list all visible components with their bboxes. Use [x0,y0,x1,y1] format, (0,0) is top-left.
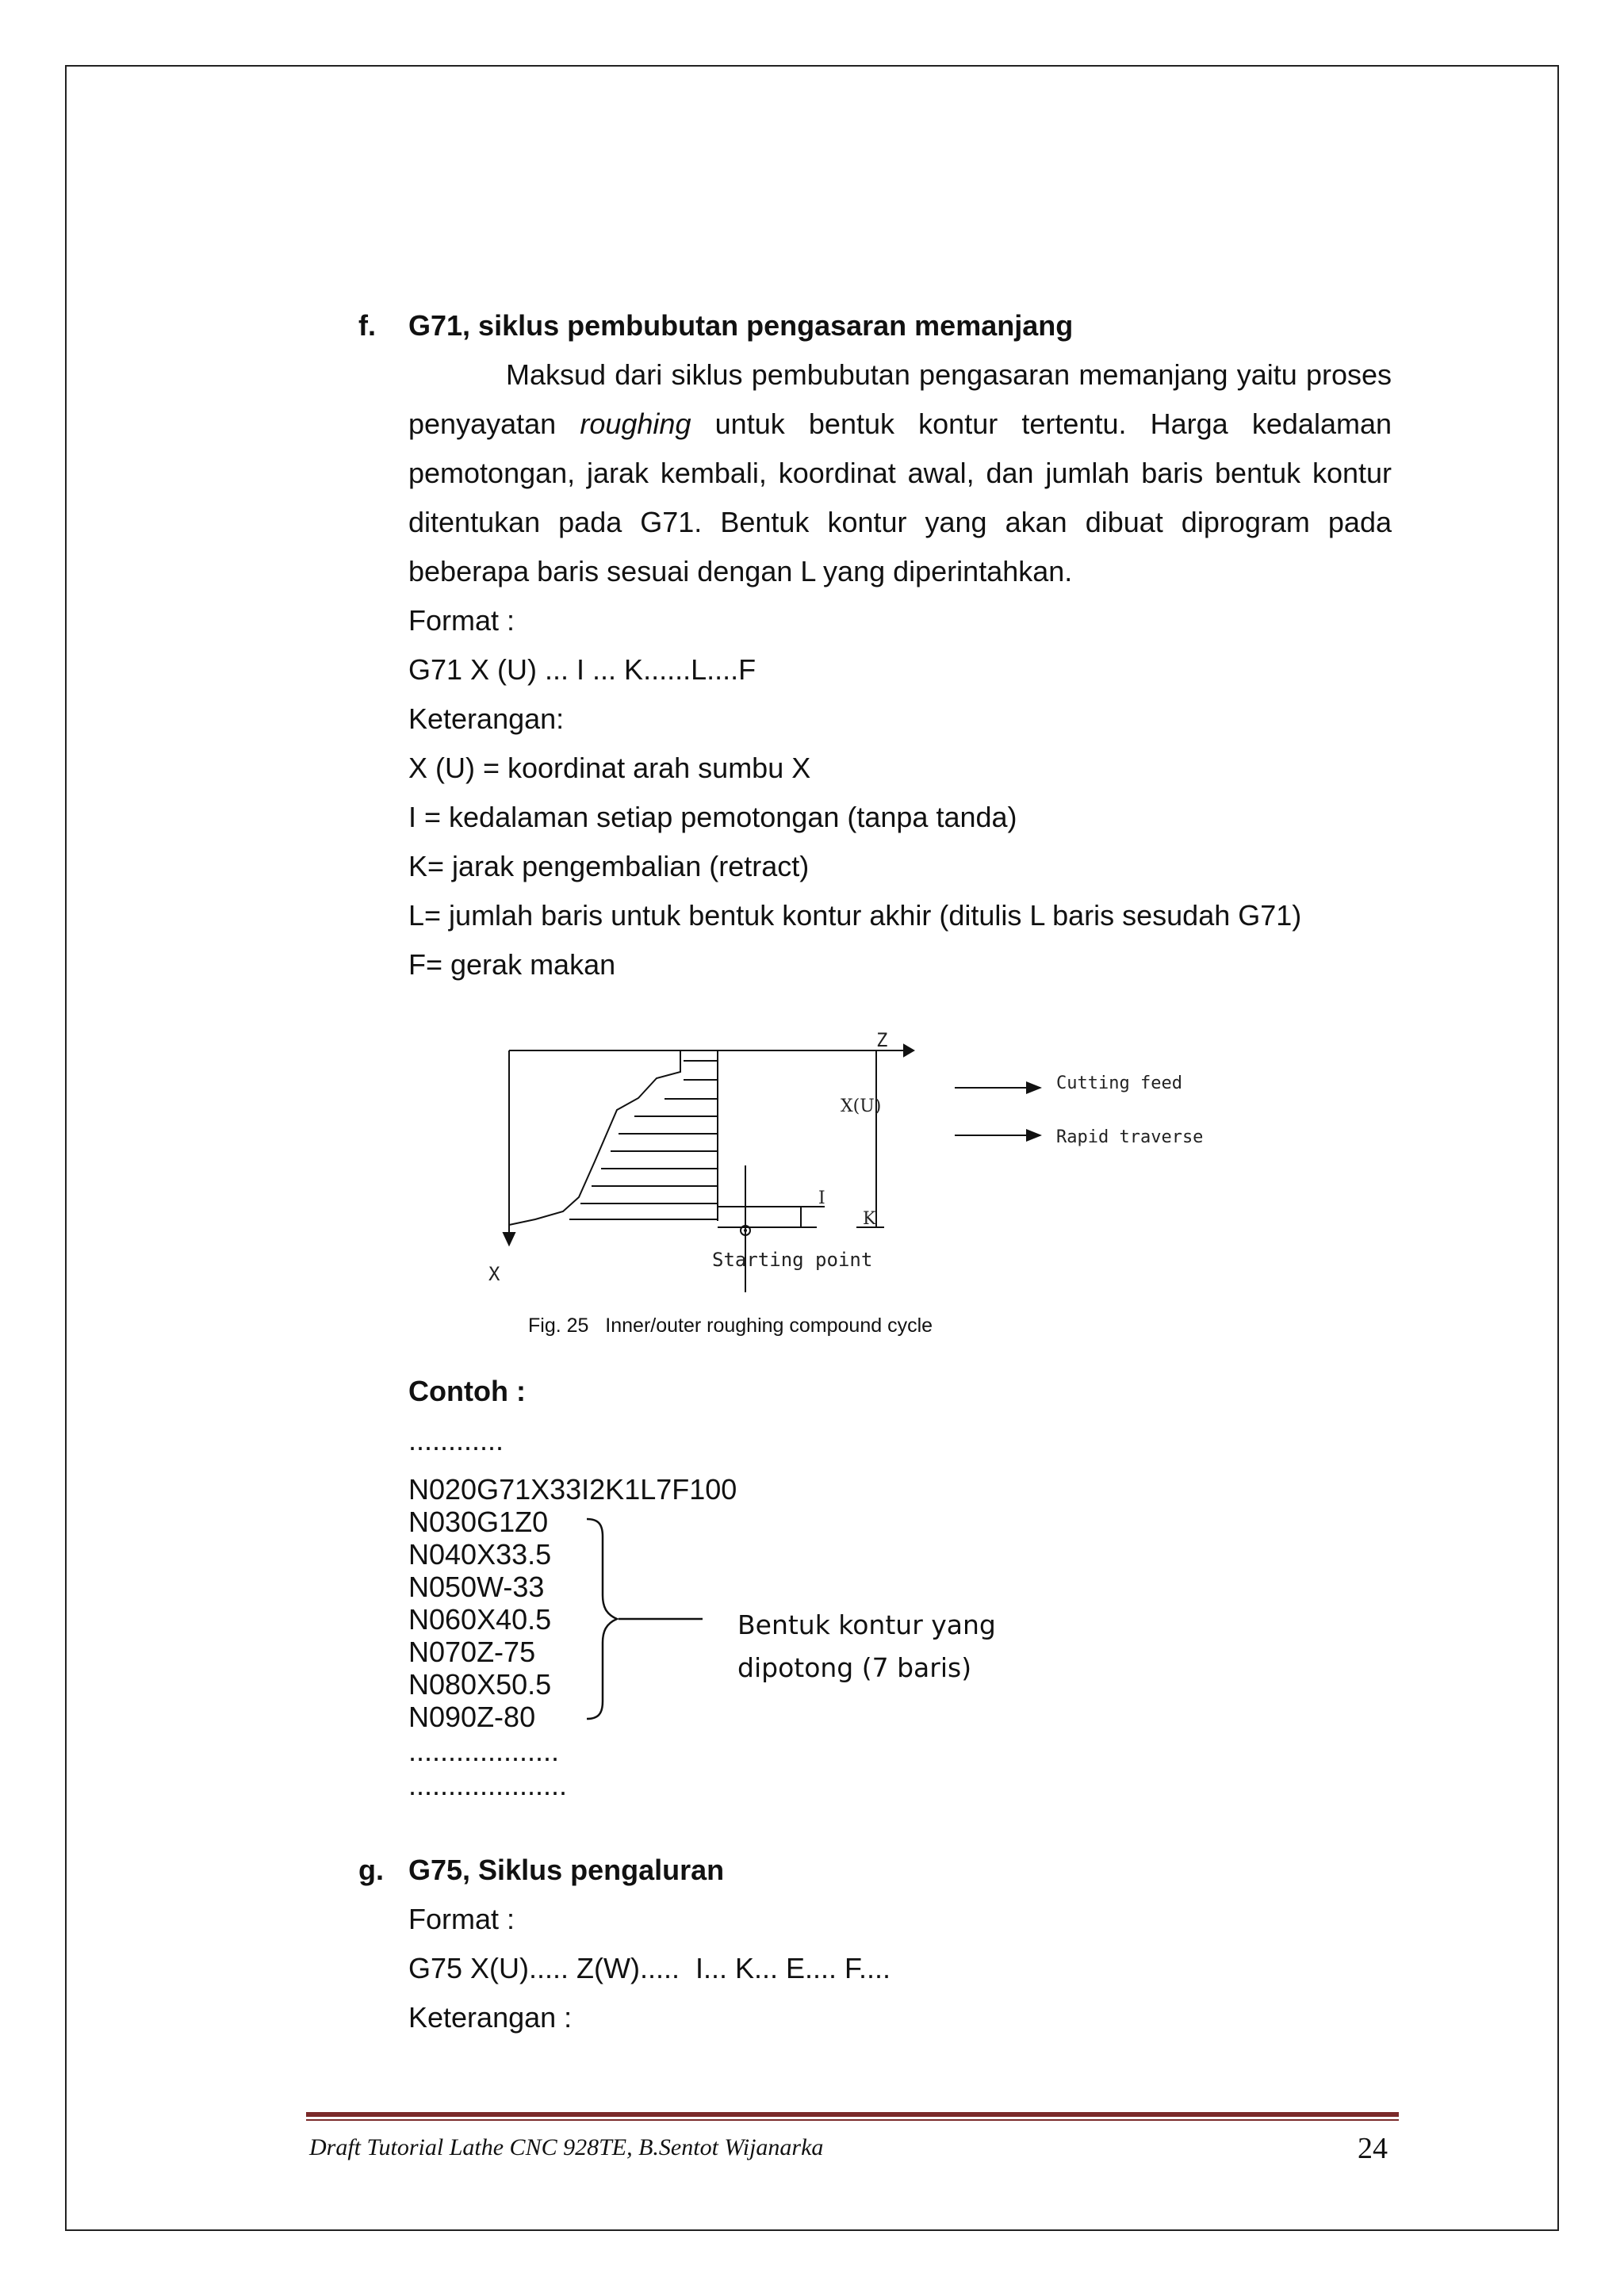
format-label: Format : [408,604,515,637]
g-keterangan-label: Keterangan : [408,2001,573,2034]
code-line: N060X40.5 [408,1603,552,1636]
g-format-label: Format : [408,1903,515,1935]
example-title: Contoh : [408,1375,526,1407]
para-line-5: beberapa baris sesuai dengan L yang diperintahkan. [408,555,1073,587]
keterangan-label: Keterangan: [408,702,565,735]
code-line: N090Z-80 [408,1701,536,1733]
figure-caption-num: Fig. 25 [528,1314,589,1337]
ket-item: L= jumlah baris untuk bentuk kontur akhir (ditulis L baris sesudah G71) [408,899,1302,932]
code-line: N040X33.5 [408,1538,552,1571]
label-k: K [863,1209,876,1229]
label-starting-point: Starting point [712,1249,873,1271]
section-g-letter: g. [358,1854,384,1886]
legend-cutting-feed: Cutting feed [1056,1073,1182,1093]
footer-rule-thick [306,2112,1399,2117]
footer-rule-thin [306,2119,1399,2121]
para-line-4: ditentukan pada G71. Bentuk kontur yang akan dibuat diprogram pada [408,506,1392,538]
footer-text: Draft Tutorial Lathe CNC 928TE, B.Sentot Wijanarka [309,2134,824,2160]
legend-rapid-traverse: Rapid traverse [1056,1127,1204,1147]
label-z: Z [876,1029,888,1051]
para-line-2-prefix: penyayatan [408,408,557,440]
brace-note-line-2: dipotong (7 baris) [737,1652,972,1683]
code-line: N080X50.5 [408,1668,552,1701]
section-f-title: G71, siklus pembubutan pengasaran memanjang [408,309,1074,342]
ket-item: K= jarak pengembalian (retract) [408,850,810,882]
section-f-letter: f. [358,309,376,342]
label-i: I [818,1188,825,1208]
figure-caption-text: Inner/outer roughing compound cycle [605,1314,933,1337]
brace-note-line-1: Bentuk kontur yang [737,1609,996,1640]
ket-item: I = kedalaman setiap pemotongan (tanpa tanda) [408,801,1017,833]
para-line-2 [408,400,1392,449]
ket-item: X (U) = koordinat arah sumbu X [408,752,811,784]
label-x: X [488,1263,500,1285]
figure-caption [528,1314,933,1337]
section-g-title: G75, Siklus pengaluran [408,1854,725,1886]
code-dots-bottom-2: .................... [408,1769,568,1801]
roughing-cycle-diagram [476,1023,1237,1308]
para-line-2-rest: untuk bentuk kontur tertentu. Harga kedalaman [714,408,1392,440]
italic-term: roughing [580,408,691,440]
ket-item: F= gerak makan [408,948,616,981]
code-line-first: N020G71X33I2K1L7F100 [408,1473,737,1506]
code-line: N070Z-75 [408,1636,536,1668]
curly-brace [585,1516,712,1722]
g-format-code: G75 X(U)..... Z(W)..... I... K... E.... F.... [408,1952,891,1984]
para-line-1: Maksud dari siklus pembubutan pengasaran memanjang yaitu proses [506,358,1392,391]
page-number: 24 [1358,2132,1388,2165]
example-dots-top: ............ [408,1424,504,1456]
format-code: G71 X (U) ... I ... K......L....F [408,653,756,686]
code-line: N050W-33 [408,1571,545,1603]
code-line: N030G1Z0 [408,1506,549,1538]
label-xu: X(U) [841,1096,882,1116]
code-dots-bottom-1: ................... [408,1735,560,1767]
para-line-3: pemotongan, jarak kembali, koordinat awal, dan jumlah baris bentuk kontur [408,457,1392,489]
